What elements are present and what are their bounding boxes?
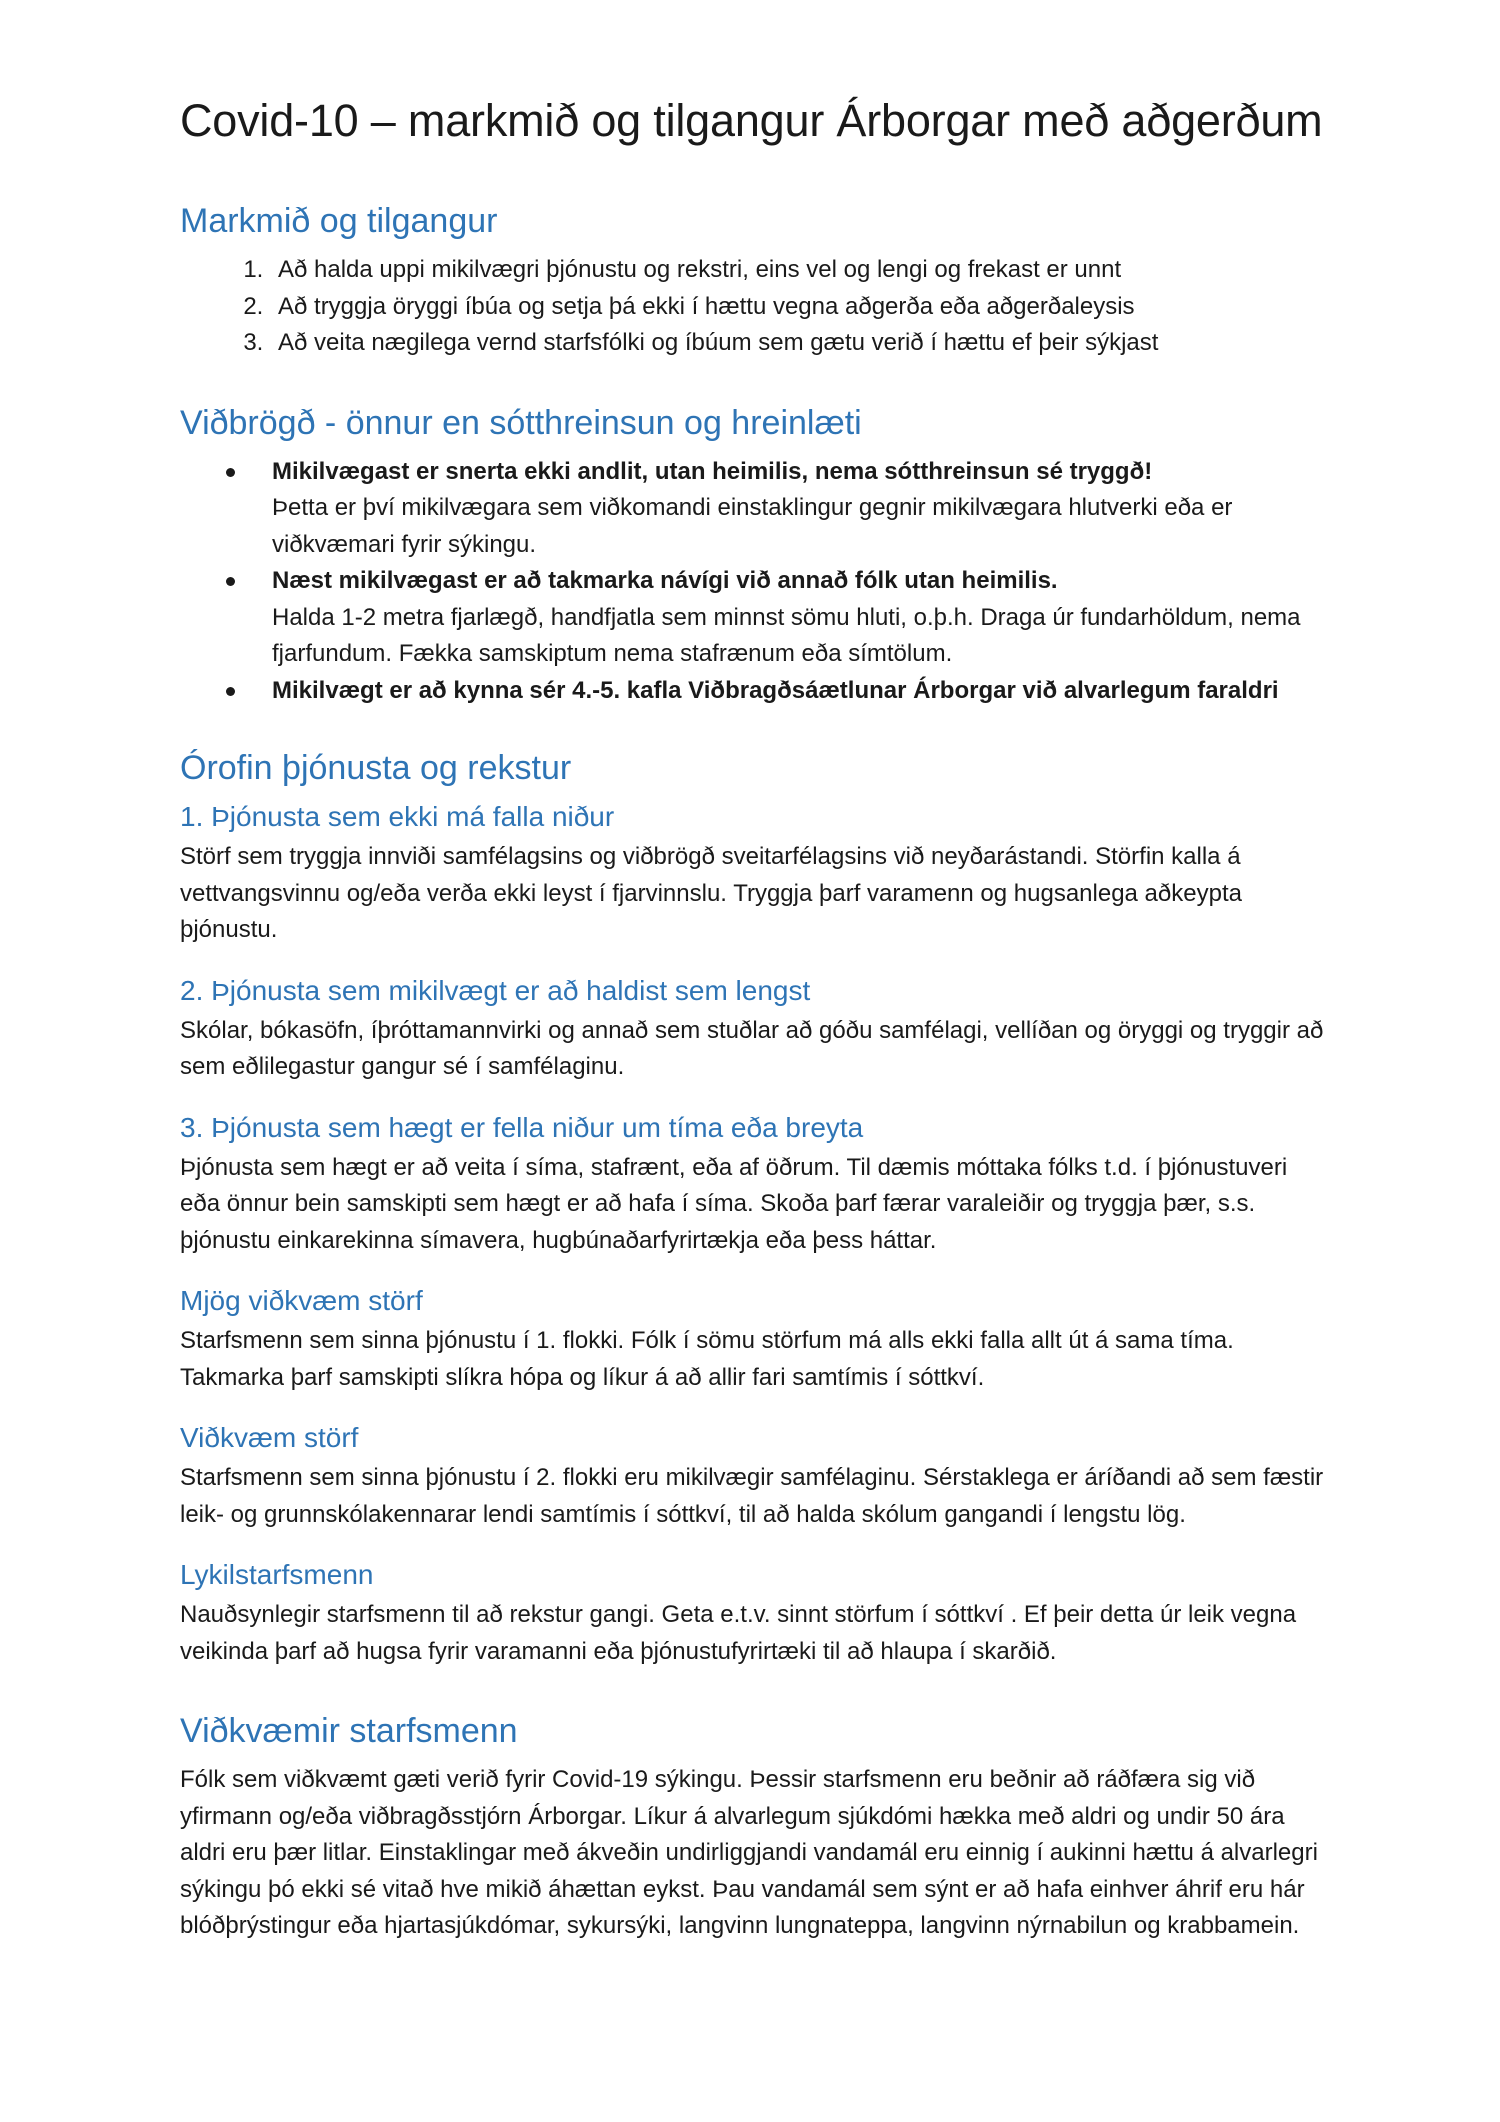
subsection-heading: Lykilstarfsmenn xyxy=(180,1559,374,1590)
list-item: 2. Að tryggja öryggi íbúa og setja þá ekki í hættu vegna aðgerða eða aðgerðaleysis xyxy=(270,289,1330,326)
bullet-icon xyxy=(226,577,235,586)
subsection-heading: 2. Þjónusta sem mikilvægt er að haldist sem lengst xyxy=(180,974,811,1006)
section-text: Fólk sem viðkvæmt gæti verið fyrir Covid-19 sýkingu. Þessir starfsmenn eru beðnir að ráðfæra sig við yfirmann og/eða viðbragðsstjórn Árborgar. Líkur á alvarlegum sjúkdómi hækka með aldri og undir 50 ára aldri eru þær litlar. Einstaklingar með ákveðin undirliggjandi vandamál eru einnig í aukinni hættu á alvarlegri sýkingu þó ekki sé vitað hve mikið áhættan eykst. Þau vandamál sem sýnt er að hafa einhver áhrif eru hár blóðþrýstingur eða hjartasjúkdómar, sykursýki, langvinn lungnateppa, langvinn nýrnabilun og krabbamein. xyxy=(180,1766,1318,1939)
subsection-lykilstarfsmenn xyxy=(180,1557,1330,1670)
subsection-1 xyxy=(180,799,1330,949)
subsection-text: Skólar, bókasöfn, íþróttamannvirki og annað sem stuðlar að góðu samfélagi, vellíðan og öryggi og tryggir að sem eðlilegastur gangur sé í samfélaginu. xyxy=(180,1016,1324,1080)
subsection-heading: Mjög viðkvæm störf xyxy=(180,1285,423,1316)
bullet-text: Halda 1-2 metra fjarlægð, handfjatla sem minnst sömu hluti, o.þ.h. Draga úr fundarhöldum, nema fjarfundum. Fækka samskiptum nema stafrænum eða símtölum. xyxy=(272,603,1301,667)
goals-list xyxy=(180,252,1330,362)
subsection-mjog-vidkvaem xyxy=(180,1283,1330,1396)
subsection-3 xyxy=(180,1110,1330,1260)
section-heading-markmid: Markmið og tilgangur xyxy=(180,202,498,240)
bullet-icon xyxy=(226,687,235,696)
bullet-bold-text: Mikilvægast er snerta ekki andlit, utan heimilis, nema sótthreinsun sé tryggð! xyxy=(272,457,1153,485)
subsection-2 xyxy=(180,973,1330,1086)
subsection-vidkvaem xyxy=(180,1420,1330,1533)
list-item: 3. Að veita nægilega vernd starfsfólki og íbúum sem gætu verið í hættu ef þeir sýkjast xyxy=(270,325,1330,362)
document-title: Covid-10 – markmið og tilgangur Árborgar með aðgerðum xyxy=(180,95,1323,146)
section-heading-orofin: Órofin þjónusta og rekstur xyxy=(180,749,572,787)
list-item: 1. Að halda uppi mikilvægri þjónustu og rekstri, eins vel og lengi og frekast er unnt xyxy=(270,252,1330,289)
subsection-heading: Viðkvæm störf xyxy=(180,1422,359,1453)
subsection-text: Starfsmenn sem sinna þjónustu í 2. flokki eru mikilvægir samfélaginu. Sérstaklega er áríðandi að sem fæstir leik- og grunnskólakennarar lendi samtímis í sóttkví, til að halda skólum gangandi í lengstu lög. xyxy=(180,1464,1324,1528)
bullet-icon xyxy=(226,468,235,477)
subsection-text: Nauðsynlegir starfsmenn til að rekstur gangi. Geta e.t.v. sinnt störfum í sóttkví . Ef þeir detta úr leik vegna veikinda þarf að hugsa fyrir varamanni eða þjónustufyrirtæki til að hlaupa í skarðið. xyxy=(180,1601,1297,1665)
bullet-bold-text: Næst mikilvægast er að takmarka návígi við annað fólk utan heimilis. xyxy=(272,567,1058,594)
subsection-heading: 1. Þjónusta sem ekki má falla niður xyxy=(180,801,615,832)
list-item xyxy=(272,673,1330,710)
list-item xyxy=(272,563,1330,673)
section-heading-vidbrogd: Viðbrögð - önnur en sótthreinsun og hreinlæti xyxy=(180,403,862,442)
section-heading-vidkvaemir: Viðkvæmir starfsmenn xyxy=(180,1712,518,1750)
list-item xyxy=(272,454,1330,564)
subsection-text: Starfsmenn sem sinna þjónustu í 1. flokki. Fólk í sömu störfum má alls ekki falla allt út á sama tíma. Takmarka þarf samskipti slíkra hópa og líkur á að allir fari samtímis í sóttkví. xyxy=(180,1327,1234,1391)
bullet-text: Þetta er því mikilvægara sem viðkomandi einstaklingur gegnir mikilvægara hlutverki eða er viðkvæmari fyrir sýkingu. xyxy=(272,494,1233,558)
document-page xyxy=(180,92,1330,1945)
subsection-text: Þjónusta sem hægt er að veita í síma, stafrænt, eða af öðrum. Til dæmis móttaka fólks t.d. í þjónustuveri eða önnur bein samskipti sem hægt er að hafa í síma. Skoða þarf færar varaleiðir og tryggja þær, s.s. þjónustu einkarekinna símavera, hugbúnaðarfyrirtækja eða þess háttar. xyxy=(180,1153,1288,1254)
subsection-heading: 3. Þjónusta sem hægt er fella niður um tíma eða breyta xyxy=(180,1111,864,1143)
subsection-text: Störf sem tryggja innviði samfélagsins og viðbrögð sveitarfélagsins við neyðarástandi. Störfin kalla á vettvangsvinnu og/eða verða ekki leyst í fjarvinnslu. Tryggja þarf varamenn og hugsanlega aðkeypta þjónustu. xyxy=(180,843,1242,943)
response-bullet-list xyxy=(180,454,1330,710)
bullet-bold-text: Mikilvægt er að kynna sér 4.-5. kafla Viðbragðsáætlunar Árborgar við alvarlegum faraldri xyxy=(272,676,1279,704)
